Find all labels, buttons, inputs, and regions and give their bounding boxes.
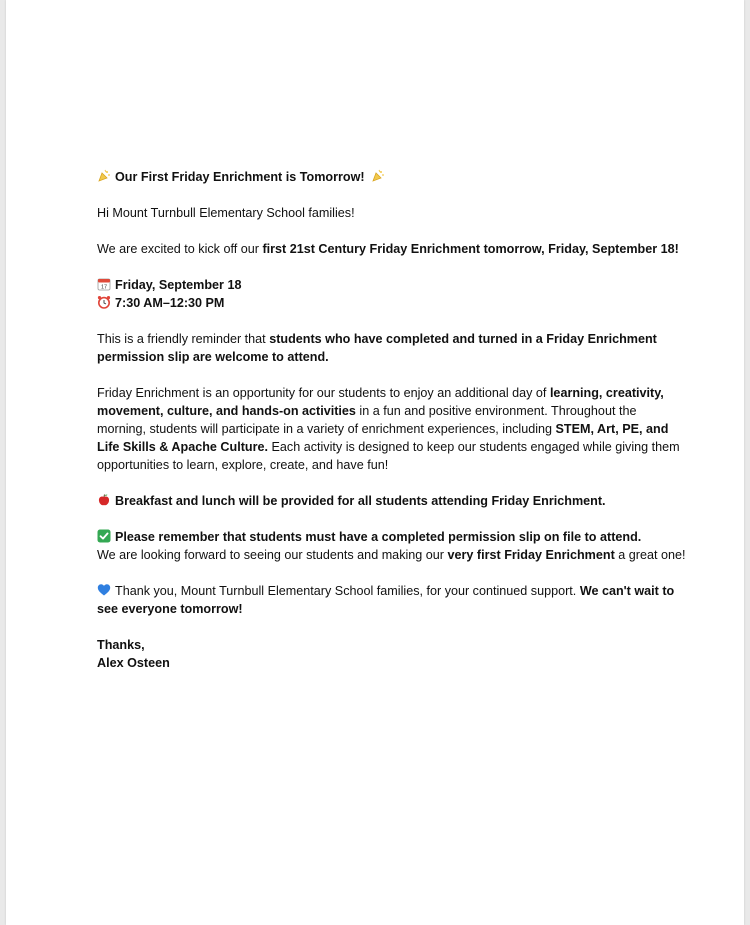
- event-date: Friday, September 18: [115, 278, 242, 292]
- alarm-clock-icon: [97, 295, 111, 309]
- event-time: 7:30 AM–12:30 PM: [115, 296, 225, 310]
- description-paragraph: [97, 384, 687, 474]
- reminder-paragraph: [97, 330, 687, 366]
- apple-icon: [97, 493, 111, 507]
- meals-bold: Breakfast and lunch will be provided for all students attending Friday Enrichment.: [115, 494, 606, 508]
- reminder-text: This is a friendly reminder that: [97, 332, 270, 346]
- permission-text-1: We are looking forward to seeing our students and making our: [97, 548, 448, 562]
- document-body: [97, 168, 687, 690]
- signoff-name: Alex Osteen: [97, 656, 170, 670]
- blue-heart-icon: [97, 583, 111, 597]
- calendar-icon: [97, 277, 111, 291]
- meals-paragraph: [97, 492, 687, 510]
- reminder-bold: students who have completed and turned in a Friday Enrichment permission slip are welcome to attend.: [97, 332, 657, 364]
- party-popper-icon: [371, 169, 385, 183]
- document-page: [6, 0, 744, 925]
- thanks-paragraph: [97, 582, 687, 618]
- signoff-line-1: Thanks,: [97, 638, 145, 652]
- svg-text:17: 17: [100, 284, 108, 291]
- announcement-title: [97, 168, 687, 186]
- intro-bold: first 21st Century Friday Enrichment tomorrow, Friday, September 18!: [262, 242, 679, 256]
- signoff: [97, 636, 687, 672]
- check-mark-icon: [97, 529, 111, 543]
- event-date-line: [97, 276, 687, 294]
- party-popper-icon: [97, 169, 111, 183]
- permission-bold: Please remember that students must have a completed permission slip on file to attend.: [115, 530, 642, 544]
- description-text-1: Friday Enrichment is an opportunity for our students to enjoy an additional day of: [97, 386, 550, 400]
- description-bold-1: learning, creativity, movement, culture, and hands-on activities: [97, 386, 664, 418]
- permission-bold-2: very first Friday Enrichment: [447, 548, 615, 562]
- greeting: Hi Mount Turnbull Elementary School families!: [97, 206, 355, 220]
- permission-text-2: a great one!: [614, 548, 686, 562]
- event-details: [97, 276, 687, 312]
- title-text: Our First Friday Enrichment is Tomorrow!: [115, 170, 365, 184]
- thanks-text: Thank you, Mount Turnbull Elementary School families, for your continued support.: [115, 584, 580, 598]
- description-bold-2: STEM, Art, PE, and Life Skills & Apache Culture.: [97, 422, 669, 454]
- description-text-2: in a fun and positive environment. Throughout the morning, students will participate in a variety of enrichment experiences, including: [97, 404, 637, 436]
- event-time-line: [97, 294, 687, 312]
- permission-paragraph: [97, 528, 687, 564]
- description-text-3: Each activity is designed to keep our students engaged while giving them opportunities to learn, explore, create, and have fun!: [97, 440, 680, 472]
- thanks-bold: We can't wait to see everyone tomorrow!: [97, 584, 675, 616]
- intro-text: We are excited to kick off our: [97, 242, 263, 256]
- intro-paragraph: [97, 240, 687, 258]
